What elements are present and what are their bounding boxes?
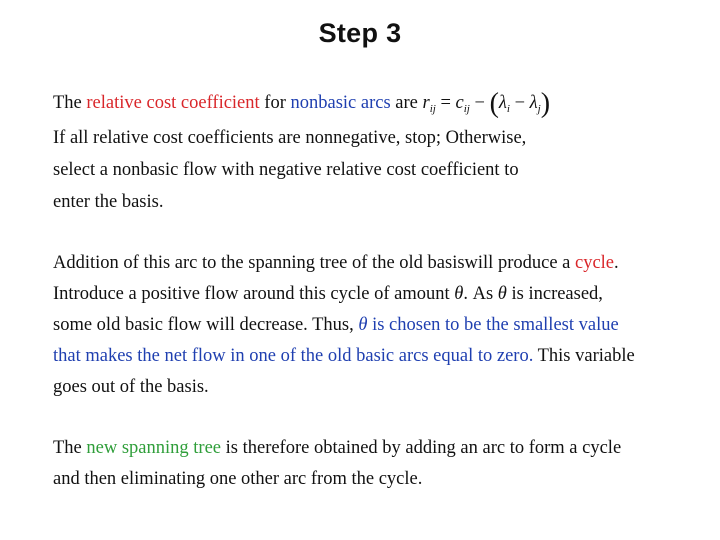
text: The [53,438,87,458]
highlighted-text: that makes the net flow in one of the old basic arcs equal to zero. [53,346,534,366]
text: are [390,93,423,113]
para3-line2: and then eliminating one other arc from the cycle. [53,469,423,489]
para2-line4 [53,345,635,367]
formula-lambda-j: λ [529,93,538,113]
text: some old basic flow will decrease. Thus, [53,315,359,335]
para2-line1 [53,252,619,274]
para1-line3: select a nonbasic flow with negative relative cost coefficient to [53,160,519,180]
formula-lambda-i: λ [498,93,507,113]
formula-minus2: − [509,93,530,113]
para2-line3 [53,314,619,336]
formula-lambda-i-sub: i [506,103,510,115]
text: . [614,253,619,273]
nonbasic-arcs-term: nonbasic arcs [290,93,391,113]
para3-line1 [53,437,621,459]
theta-symbol: θ [454,284,464,304]
slide-title: Step 3 [318,18,402,48]
para2-line5: goes out of the basis. [53,377,209,397]
text: Introduce a positive flow around this cycle of amount [53,284,455,304]
formula-c-sub: ij [463,103,470,115]
theta-symbol: θ [358,315,368,335]
text: for [259,93,291,113]
relative-cost-coefficient-term: relative cost coefficient [86,93,260,113]
text: Addition of this arc to the spanning tree of the old basiswill produce a [53,253,575,273]
formula-eq: = [435,93,456,113]
formula-open-paren: ( [489,88,499,119]
formula-close-paren: ) [540,88,551,119]
cost-formula [422,88,551,119]
para1-line2: If all relative cost coefficients are nonnegative, stop; Otherwise, [53,128,527,148]
highlighted-text: is chosen to be the smallest value [367,315,619,335]
cycle-term: cycle [575,253,615,273]
text: The [53,93,87,113]
formula-r: r [422,93,430,113]
formula-r-sub: ij [429,103,436,115]
new-spanning-tree-term: new spanning tree [86,438,221,458]
formula-minus: − [469,93,490,113]
formula-c: c [455,93,464,113]
formula-lambda-j-sub: j [537,103,541,115]
para2-line2 [53,283,603,305]
theta-symbol: θ [497,284,507,304]
text: is increased, [506,284,603,304]
para1-line1 [53,88,551,120]
text: is therefore obtained by adding an arc to form a cycle [221,438,622,458]
text: . As [463,284,498,304]
para1-line4: enter the basis. [53,192,164,212]
text: This variable [533,346,635,366]
